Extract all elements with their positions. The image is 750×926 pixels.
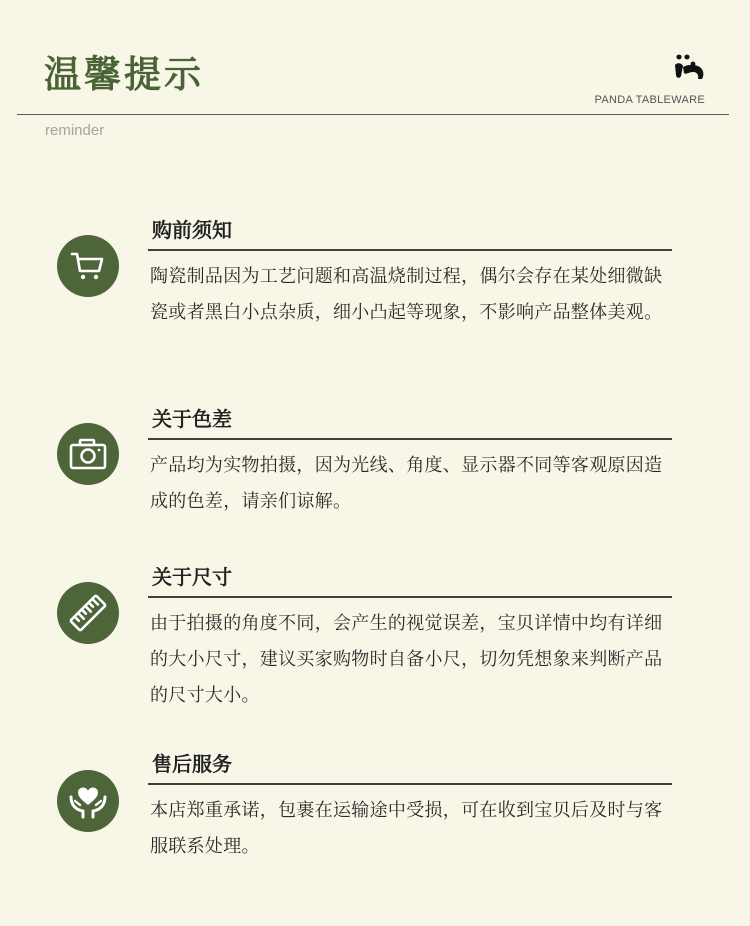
page-subtitle: reminder [45,122,105,139]
brand-name: PANDA TABLEWARE [594,94,705,106]
section-divider [148,249,672,251]
section-divider [148,783,672,785]
section-body: 本店郑重承诺，包裹在运输途中受损，可在收到宝贝后及时与客服联系处理。 [150,800,663,857]
shopping-cart-icon [57,235,119,297]
heart-hands-icon [57,770,119,832]
section-body: 产品均为实物拍摄，因为光线、角度、显示器不同等客观原因造成的色差，请亲们谅解。 [150,455,663,512]
panda-logo-icon [668,52,706,86]
section-divider [148,596,672,598]
section-title: 关于色差 [152,407,232,431]
section-title: 关于尺寸 [152,565,232,589]
ruler-icon [57,582,119,644]
camera-icon [57,423,119,485]
section-divider [148,438,672,440]
header-divider [17,114,729,115]
section-title: 购前须知 [152,218,232,242]
section-body: 由于拍摄的角度不同，会产生的视觉误差，宝贝详情中均有详细的大小尺寸，建议买家购物时自备小尺，切勿凭想象来判断产品的尺寸大小。 [150,613,663,706]
page-title: 温馨提示 [44,53,204,96]
section-title: 售后服务 [152,752,232,776]
section-body: 陶瓷制品因为工艺问题和高温烧制过程，偶尔会存在某处细微缺瓷或者黑白小点杂质，细小凸起等现象，不影响产品整体美观。 [150,266,663,323]
